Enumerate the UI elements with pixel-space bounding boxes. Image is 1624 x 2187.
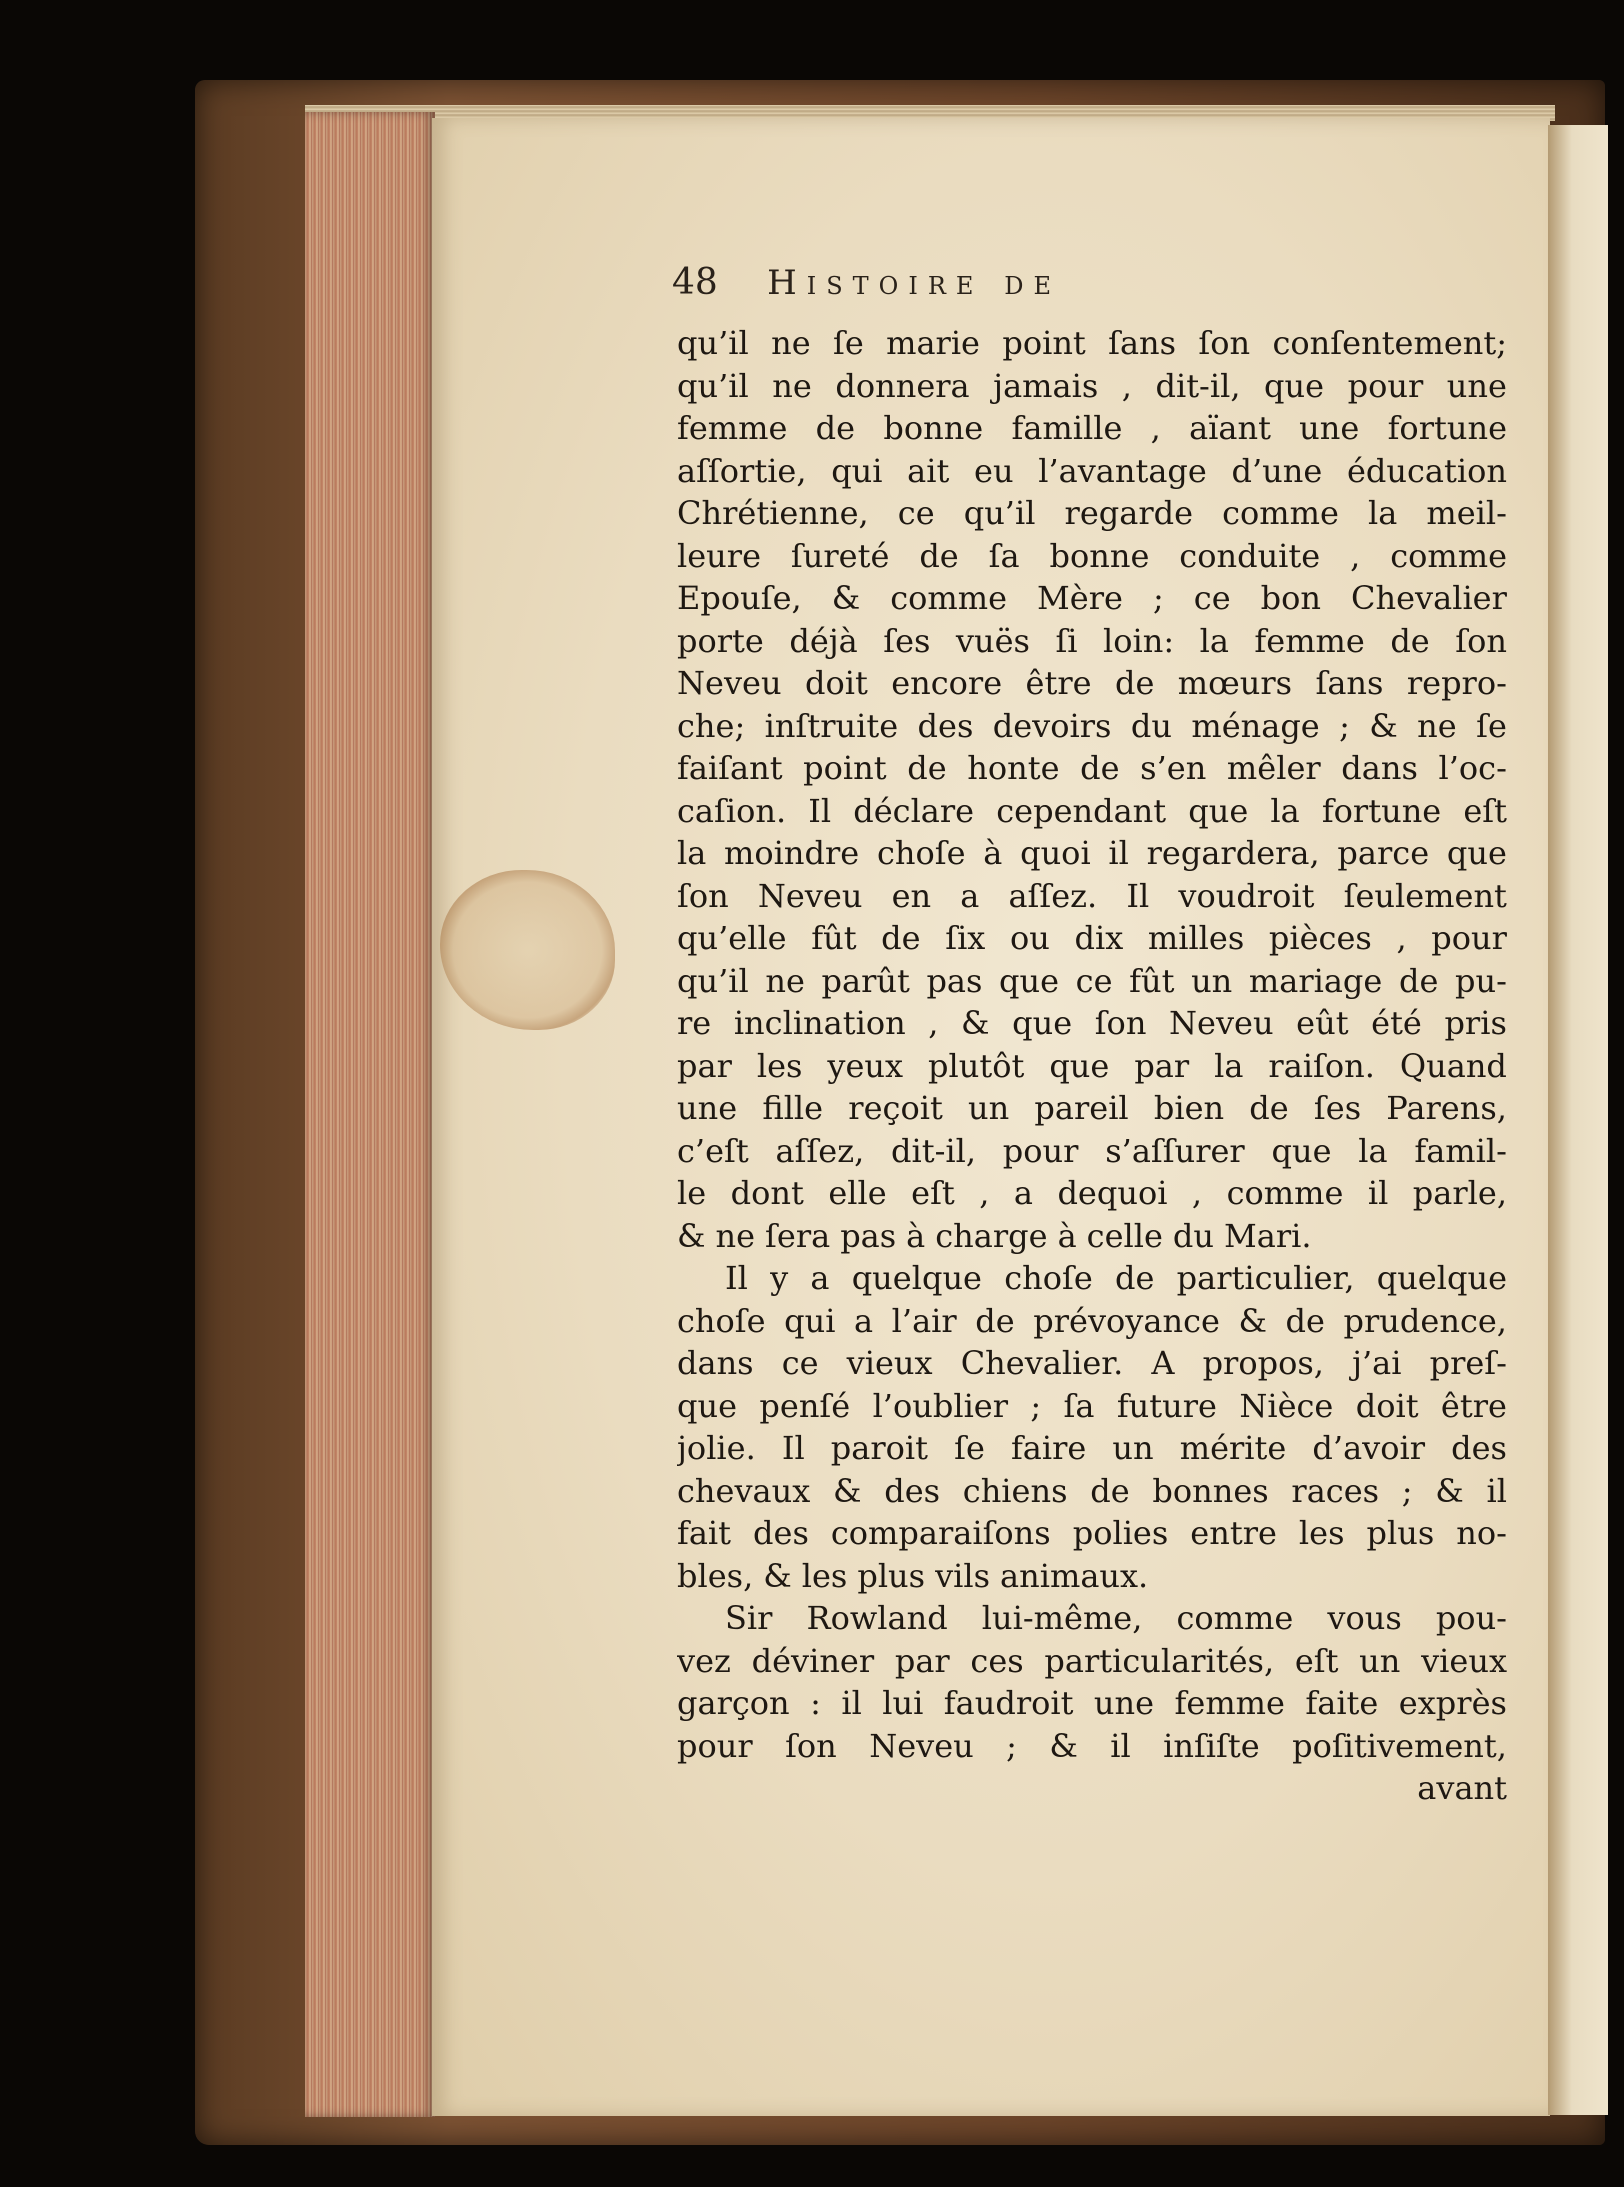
page-edges-left [305,112,435,2117]
text-line: c’eſt aſſez, dit-il, pour s’aſſurer que la famil- [677,1131,1507,1170]
text-line: par les yeux plutôt que par la raiſon. Quand [677,1046,1507,1085]
facing-page-edge [1548,125,1608,2115]
text-line: Il y a quelque choſe de particulier, quelque [725,1259,1507,1297]
text-line: fait des comparaiſons polies entre les plus no- [677,1514,1507,1552]
text-line: que penſé l’oublier ; ſa future Nièce doit être [677,1386,1507,1425]
catchword [677,1767,1507,1810]
text-line: choſe qui a l’air de prévoyance & de prudence, [677,1301,1507,1340]
text-line: chevaux & des chiens de bonnes races ; & il [677,1471,1507,1510]
text-line: qu’il ne parût pas que ce fût un mariage de pu- [677,961,1507,1000]
text-line: Neveu doit encore être de mœurs ſans repro- [677,664,1507,702]
text-line: la moindre choſe à quoi il regardera, parce que [677,834,1507,872]
text-line: Sir Rowland lui-même, comme vous pou- [725,1599,1507,1637]
text-line: leure ſureté de ſa bonne conduite , comme [677,536,1507,575]
text-line: qu’il ne ſe marie point ſans ſon conſentement; [677,324,1507,362]
body-text [677,322,1507,1810]
text-line: jolie. Il paroit ſe faire un mérite d’avoir des [677,1429,1507,1467]
text-line: qu’il ne donnera jamais , dit-il, que pour une [677,366,1507,405]
text-line: ſon Neveu en a aſſez. Il voudroit ſeulement [677,876,1507,915]
text-line: che; inſtruite des devoirs du ménage ; & ne ſe [677,706,1507,745]
text-line: femme de bonne famille , aïant une fortune [677,409,1507,447]
text-line: bles, & les plus vils animaux. [677,1556,1149,1595]
running-head [672,262,1312,312]
text-line: une fille reçoit un pareil bien de ſes Parens, [677,1089,1507,1127]
text-line: le dont elle eſt , a dequoi , comme il parle, [677,1174,1507,1212]
text-line: Chrétienne, ce qu’il regarde comme la meil- [677,494,1507,532]
text-line: & ne ſera pas à charge à celle du Mari. [677,1216,1312,1255]
text-line: Epouſe, & comme Mère ; ce bon Chevalier [677,579,1507,617]
catchword-text: avant [1417,1769,1507,1807]
text-line: caſion. Il déclare cependant que la fortune eſt [677,791,1507,830]
text-line: aſſortie, qui ait eu l’avantage d’une éducation [677,451,1507,490]
running-head-title: Histoire de [767,263,1061,303]
text-line: garçon : il lui faudroit une femme faite exprès [677,1684,1507,1722]
text-line: vez déviner par ces particularités, eſt un vieux [677,1641,1507,1680]
text-line: qu’elle fût de ſix ou dix milles pièces , pour [677,919,1507,957]
text-line: faiſant point de honte de s’en mêler dans l’oc- [677,749,1507,787]
text-line: porte déjà ſes vuës ſi loin: la femme de ſon [677,621,1507,660]
page-number: 48 [672,262,718,303]
text-line: dans ce vieux Chevalier. A propos, j’ai preſ- [677,1344,1507,1382]
text-line: pour ſon Neveu ; & il inſiſte poſitivement, [677,1726,1507,1765]
text-line: re inclination , & que ſon Neveu eût été pris [677,1004,1507,1042]
